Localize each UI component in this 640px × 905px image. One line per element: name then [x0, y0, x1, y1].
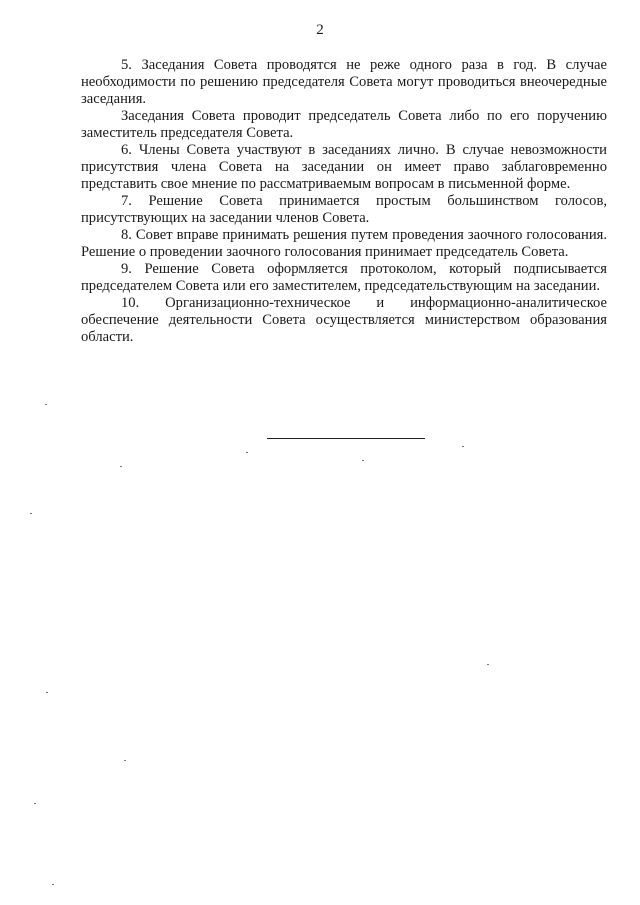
- paragraph-10: 10. Организационно-техническое и информационно-аналитическое обеспечение деятельности Совета осуществляется министерством образования области.: [81, 295, 607, 345]
- document-body: [81, 57, 607, 346]
- scan-speck: [46, 692, 48, 693]
- scan-speck: [246, 452, 248, 453]
- paragraph-9: 9. Решение Совета оформляется протоколом, который подписывается председателем Совета или его заместителем, председательствующим на заседании.: [81, 261, 607, 294]
- scan-speck: [34, 803, 36, 804]
- page-number: 2: [316, 22, 324, 38]
- scan-speck: [52, 884, 54, 885]
- scan-speck: [30, 513, 32, 514]
- scan-speck: [124, 760, 126, 761]
- paragraph-8: 8. Совет вправе принимать решения путем проведения заочного голосования. Решение о проведении заочного голосования принимает председатель Совета.: [81, 227, 607, 260]
- scan-speck: [45, 404, 47, 405]
- scan-speck: [462, 446, 464, 447]
- paragraph-7: 7. Решение Совета принимается простым большинством голосов, присутствующих на заседании членов Совета.: [81, 193, 607, 226]
- scan-speck: [120, 466, 122, 467]
- paragraph-5: 5. Заседания Совета проводятся не реже одного раза в год. В случае необходимости по решению председателя Совета могут проводиться внеочередные заседания.: [81, 57, 607, 107]
- end-of-text-line: [267, 438, 425, 439]
- paragraph-6: 6. Члены Совета участвуют в заседаниях лично. В случае невозможности присутствия члена Совета на заседании он имеет право заблаговременно представить свое мнение по рассматриваемым вопросам в письменной форме.: [81, 142, 607, 192]
- scan-speck: [362, 460, 364, 461]
- paragraph-5-continued: Заседания Совета проводит председатель Совета либо по его поручению заместитель председателя Совета.: [81, 108, 607, 141]
- scan-speck: [487, 664, 489, 665]
